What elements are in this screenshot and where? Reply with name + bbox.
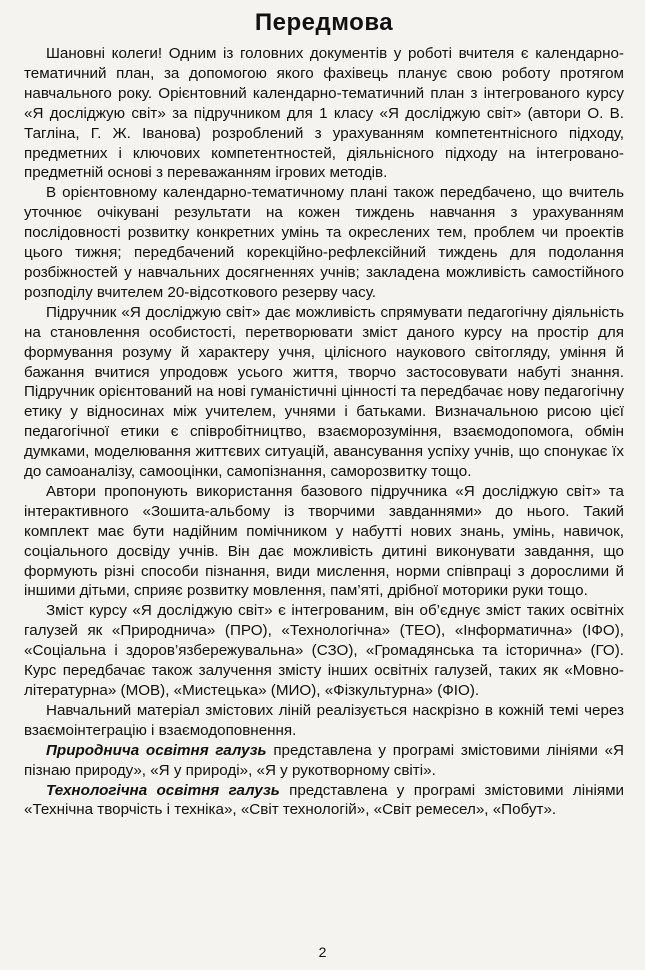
paragraph-lead: Природнича освітня галузь	[46, 741, 267, 759]
page-title: Передмова	[254, 9, 394, 36]
paragraph-plan-details	[24, 183, 624, 302]
paragraph-natural-field	[24, 741, 624, 781]
paragraph-text: Автори пропонують використання базового підручника «Я досліджую світ» та інтерактивного «Зошита-альбому із творчими завданнями» до нього. Такий комплект має бути надійним помічником у набутті нових знань, умінь, навичок, соціального досвіду учнів. Він дає можливість дитині виконувати завдання, що формують різні способи пізнання, види мислення, норми співпраці з дорослими й іншими дітьми, сприяє розвитку мовлення, пам’яті, дрібної моторики руки тощо.	[24, 482, 624, 600]
paragraph-authors	[24, 482, 624, 601]
paragraph-text: Навчальний матеріал змістових ліній реалізується наскрізно в кожній темі через взаємоінтеграцію і взаємодоповнення.	[24, 701, 624, 739]
paragraph-intro	[24, 44, 624, 183]
paragraph-text: Підручник «Я досліджую світ» дає можливість спрямувати педагогічну діяльність на становлення особистості, перетворювати зміст даного курсу на простір для формування розуму й характеру учня, цілісного наукового світогляду, уміння й бажання вчитися упродовж усього життя, творчо застосовувати набуті знання. Підручник орієнтований на нові гуманістичні цінності та передбачає нову педагогічну етику у відносинах між учителем, учнями і батьками. Визначальною рисою цієї педагогічної етики є співробітництво, взаєморозуміння, взаємодопомога, обмін думками, моделювання життєвих ситуацій, авансування успіху учнів, що спонукає їх до самоаналізу, самооцінки, самопізнання, саморозвитку тощо.	[24, 303, 624, 481]
document-page	[24, 8, 624, 820]
paragraph-integration	[24, 701, 624, 741]
paragraph-textbook	[24, 303, 624, 482]
paragraph-text: В орієнтовному календарно-тематичному плані також передбачено, що вчитель уточнює очікувані результати на кожен тиждень навчання з урахуванням послідовності розвитку конкретних умінь та окреслених тем, проблем чи проектів цього тижня; передбачений корекційно-рефлексійний тиждень для подолання розбіжностей у навчальних досягненнях учнів; закладена можливість самостійного розподілу вчителем 20-відсоткового резерву часу.	[24, 184, 624, 301]
paragraph-text: представлена у програмі змістовими лініями «Технічна творчість і техніка», «Світ технологій», «Світ ремесел», «Побут».	[24, 781, 625, 819]
paragraph-text: представлена у програмі змістовими лініями «Я пізнаю природу», «Я у природі», «Я у рукотворному світі».	[24, 741, 624, 779]
paragraph-course-content	[24, 601, 624, 701]
paragraph-text: Шановні колеги! Одним із головних документів у роботі вчителя є календарно-тематичний план, за допомогою якого фахівець планує свою роботу протягом навчального року. Орієнтовний календарно-тематичний план з інтегрованого курсу «Я досліджую світ» за підручником для 1 класу «Я досліджую світ» (автори О. В. Тагліна, Г. Ж. Іванова) розроблений з урахуванням компетентнісного підходу, предметних і ключових компетентностей, діяльнісного підходу на інтегровано-предметній основі з переважанням ігрових методів.	[24, 45, 624, 182]
page-number: 2	[318, 944, 327, 960]
paragraph-lead: Технологічна освітня галузь	[46, 781, 280, 799]
paragraph-technology-field	[24, 781, 624, 821]
paragraph-text: Зміст курсу «Я досліджую світ» є інтегрованим, він об’єднує зміст таких освітніх галузей як «Природнича» (ПРО), «Технологічна» (ТЕО), «Інформатична» (ІФО), «Соціальна і здоров’язбережувальна» (СЗО), «Громадянська та історична» (ГО). Курс передбачає також залучення змісту інших освітніх галузей, таких як «Мовно-літературна» (МОВ), «Мистецька» (МИО), «Фізкультурна» (ФІО).	[24, 602, 624, 699]
